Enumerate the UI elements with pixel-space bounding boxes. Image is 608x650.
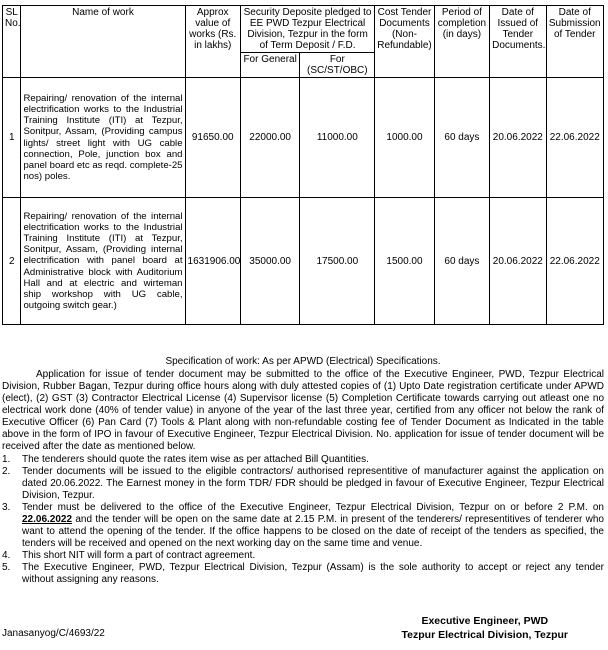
list-item — [2, 454, 604, 466]
reference-number: Janasanyog/C/4693/22 — [2, 628, 105, 639]
cell-sc: 11000.00 — [300, 78, 375, 198]
list-item — [2, 502, 604, 550]
conditions-list — [2, 454, 604, 586]
condition-text-pre: Tender must be delivered to the office of the Executive Engineer, Tezpur Electrical Division, Tezpur on or before 2 P.M. on — [22, 502, 604, 513]
cell-general: 22000.00 — [240, 78, 299, 198]
tender-table — [2, 5, 604, 325]
specification-line: Specification of work: As per APWD (Electrical) Specifications. — [165, 356, 441, 367]
condition-text: The Executive Engineer, PWD, Tezpur Electrical Division, Tezpur (Assam) is the sole authority to accept or reject any tender without assigning any reasons. — [22, 562, 604, 585]
cell-period: 60 days — [434, 78, 489, 198]
condition-number: 2. — [2, 466, 11, 477]
condition-number: 4. — [2, 550, 11, 561]
signature-title: Executive Engineer, PWD — [421, 615, 549, 627]
signature-office: Tezpur Electrical Division, Tezpur — [401, 629, 568, 641]
cell-value: 91650.00 — [185, 78, 240, 198]
condition-text: Tender documents will be issued to the eligible contractors/ authorised representitive of manufacturer against the application on dated 20.06.2022. The Earnest money in the form TDR/ FDR should be pledged in favour of Executive Engineer, Tezpur Electrical Division, Tezpur. — [22, 466, 604, 501]
table-row — [3, 78, 604, 198]
condition-text: The tenderers should quote the rates item wise as per attached Bill Quantities. — [22, 454, 369, 465]
cell-sl: 2 — [3, 198, 21, 325]
cell-submission: 22.06.2022 — [546, 78, 604, 198]
header-for-general: For General — [240, 53, 299, 78]
cell-sc: 17500.00 — [300, 198, 375, 325]
signature-block — [402, 614, 568, 642]
condition-text: This short NIT will form a part of contract agreement. — [22, 550, 256, 561]
header-security-deposit: Security Deposite pledged to EE PWD Tezpur Electrical Division, Tezpur in the form of Term Deposit / F.D. — [240, 6, 374, 53]
header-for-sc-st-obc: For (SC/ST/OBC) — [300, 53, 375, 78]
condition-text-post: and the tender will be open on the same date at 2.15 P.M. in present of the tenderers/ representitives of tenderer who want to attend the opening of the tender. If the office happens to be closed on the date of receipt of the tenders as specified, the tenders will be received and opened on the next working day on the same time and venue. — [22, 514, 604, 549]
header-date-submission: Date of Submission of Tender — [546, 6, 604, 78]
condition-number: 1. — [2, 454, 11, 465]
cell-work: Repairing/ renovation of the internal electrification works to the Industrial Training Institute (ITI) at Tezpur, Sonitpur, Assam, (Providing campus lights/ street light with UG cable connection, Pole, junction box and panel board etc as reqd. complete-25 nos) poles. — [21, 78, 185, 198]
header-period: Period of completion (in days) — [434, 6, 489, 78]
header-cost-tender: Cost Tender Documents (Non-Refundable) — [375, 6, 434, 78]
condition-number: 5. — [2, 562, 11, 573]
application-paragraph: Application for issue of tender document may be submitted to the office of the Executive Engineer, PWD, Tezpur Electrical Division, Rubber Bagan, Tezpur during office hours along with duly attested copies of (1) Upto Date registration certificate under APWD (elect), (2) GST (3) Contractor Electrical License (4) Supervisor license (5) Completion Certificate towards carrying out atleast one no electrical work done (40% of tender value) in anyone of the year of the last three year, certified from any officer not below the rank of Executive Officer (6) Pan Card (7) Tools & Plant along with non-refundable costing fee of Tender Document as Indicated in the table above in the form of IPO in favour of Executive Engineer, Tezpur Electrical Division. No. application for issue of tender document will be received after the date as mentioned below. — [2, 369, 604, 452]
list-item — [2, 550, 604, 562]
header-date-issue: Date of Issued of Tender Documents. — [490, 6, 546, 78]
cell-issue: 20.06.2022 — [490, 78, 546, 198]
cell-cost: 1000.00 — [375, 78, 434, 198]
cell-cost: 1500.00 — [375, 198, 434, 325]
header-sl-no: SL No. — [3, 6, 21, 78]
cell-general: 35000.00 — [240, 198, 299, 325]
cell-submission: 22.06.2022 — [546, 198, 604, 325]
cell-work: Repairing/ renovation of the internal electrification works to the Industrial Training Institute (ITI) at Tezpur, Sonitpur, Assam, (Providing internal electrification with panel board at Administrative block with Auditorium Hall and at electric and wirteman ship workshop with UG cable, outgoing switch gear.) — [21, 198, 185, 325]
cell-value: 1631906.00 — [185, 198, 240, 325]
list-item — [2, 562, 604, 586]
opening-date: 22.06.2022 — [22, 514, 73, 525]
header-name-of-work: Name of work — [21, 6, 185, 78]
notice-body — [2, 356, 604, 586]
cell-period: 60 days — [434, 198, 489, 325]
cell-sl: 1 — [3, 78, 21, 198]
header-approx-value: Approx value of works (Rs. in lakhs) — [185, 6, 240, 78]
condition-number: 3. — [2, 502, 11, 513]
list-item — [2, 466, 604, 502]
table-row — [3, 198, 604, 325]
cell-issue: 20.06.2022 — [490, 198, 546, 325]
